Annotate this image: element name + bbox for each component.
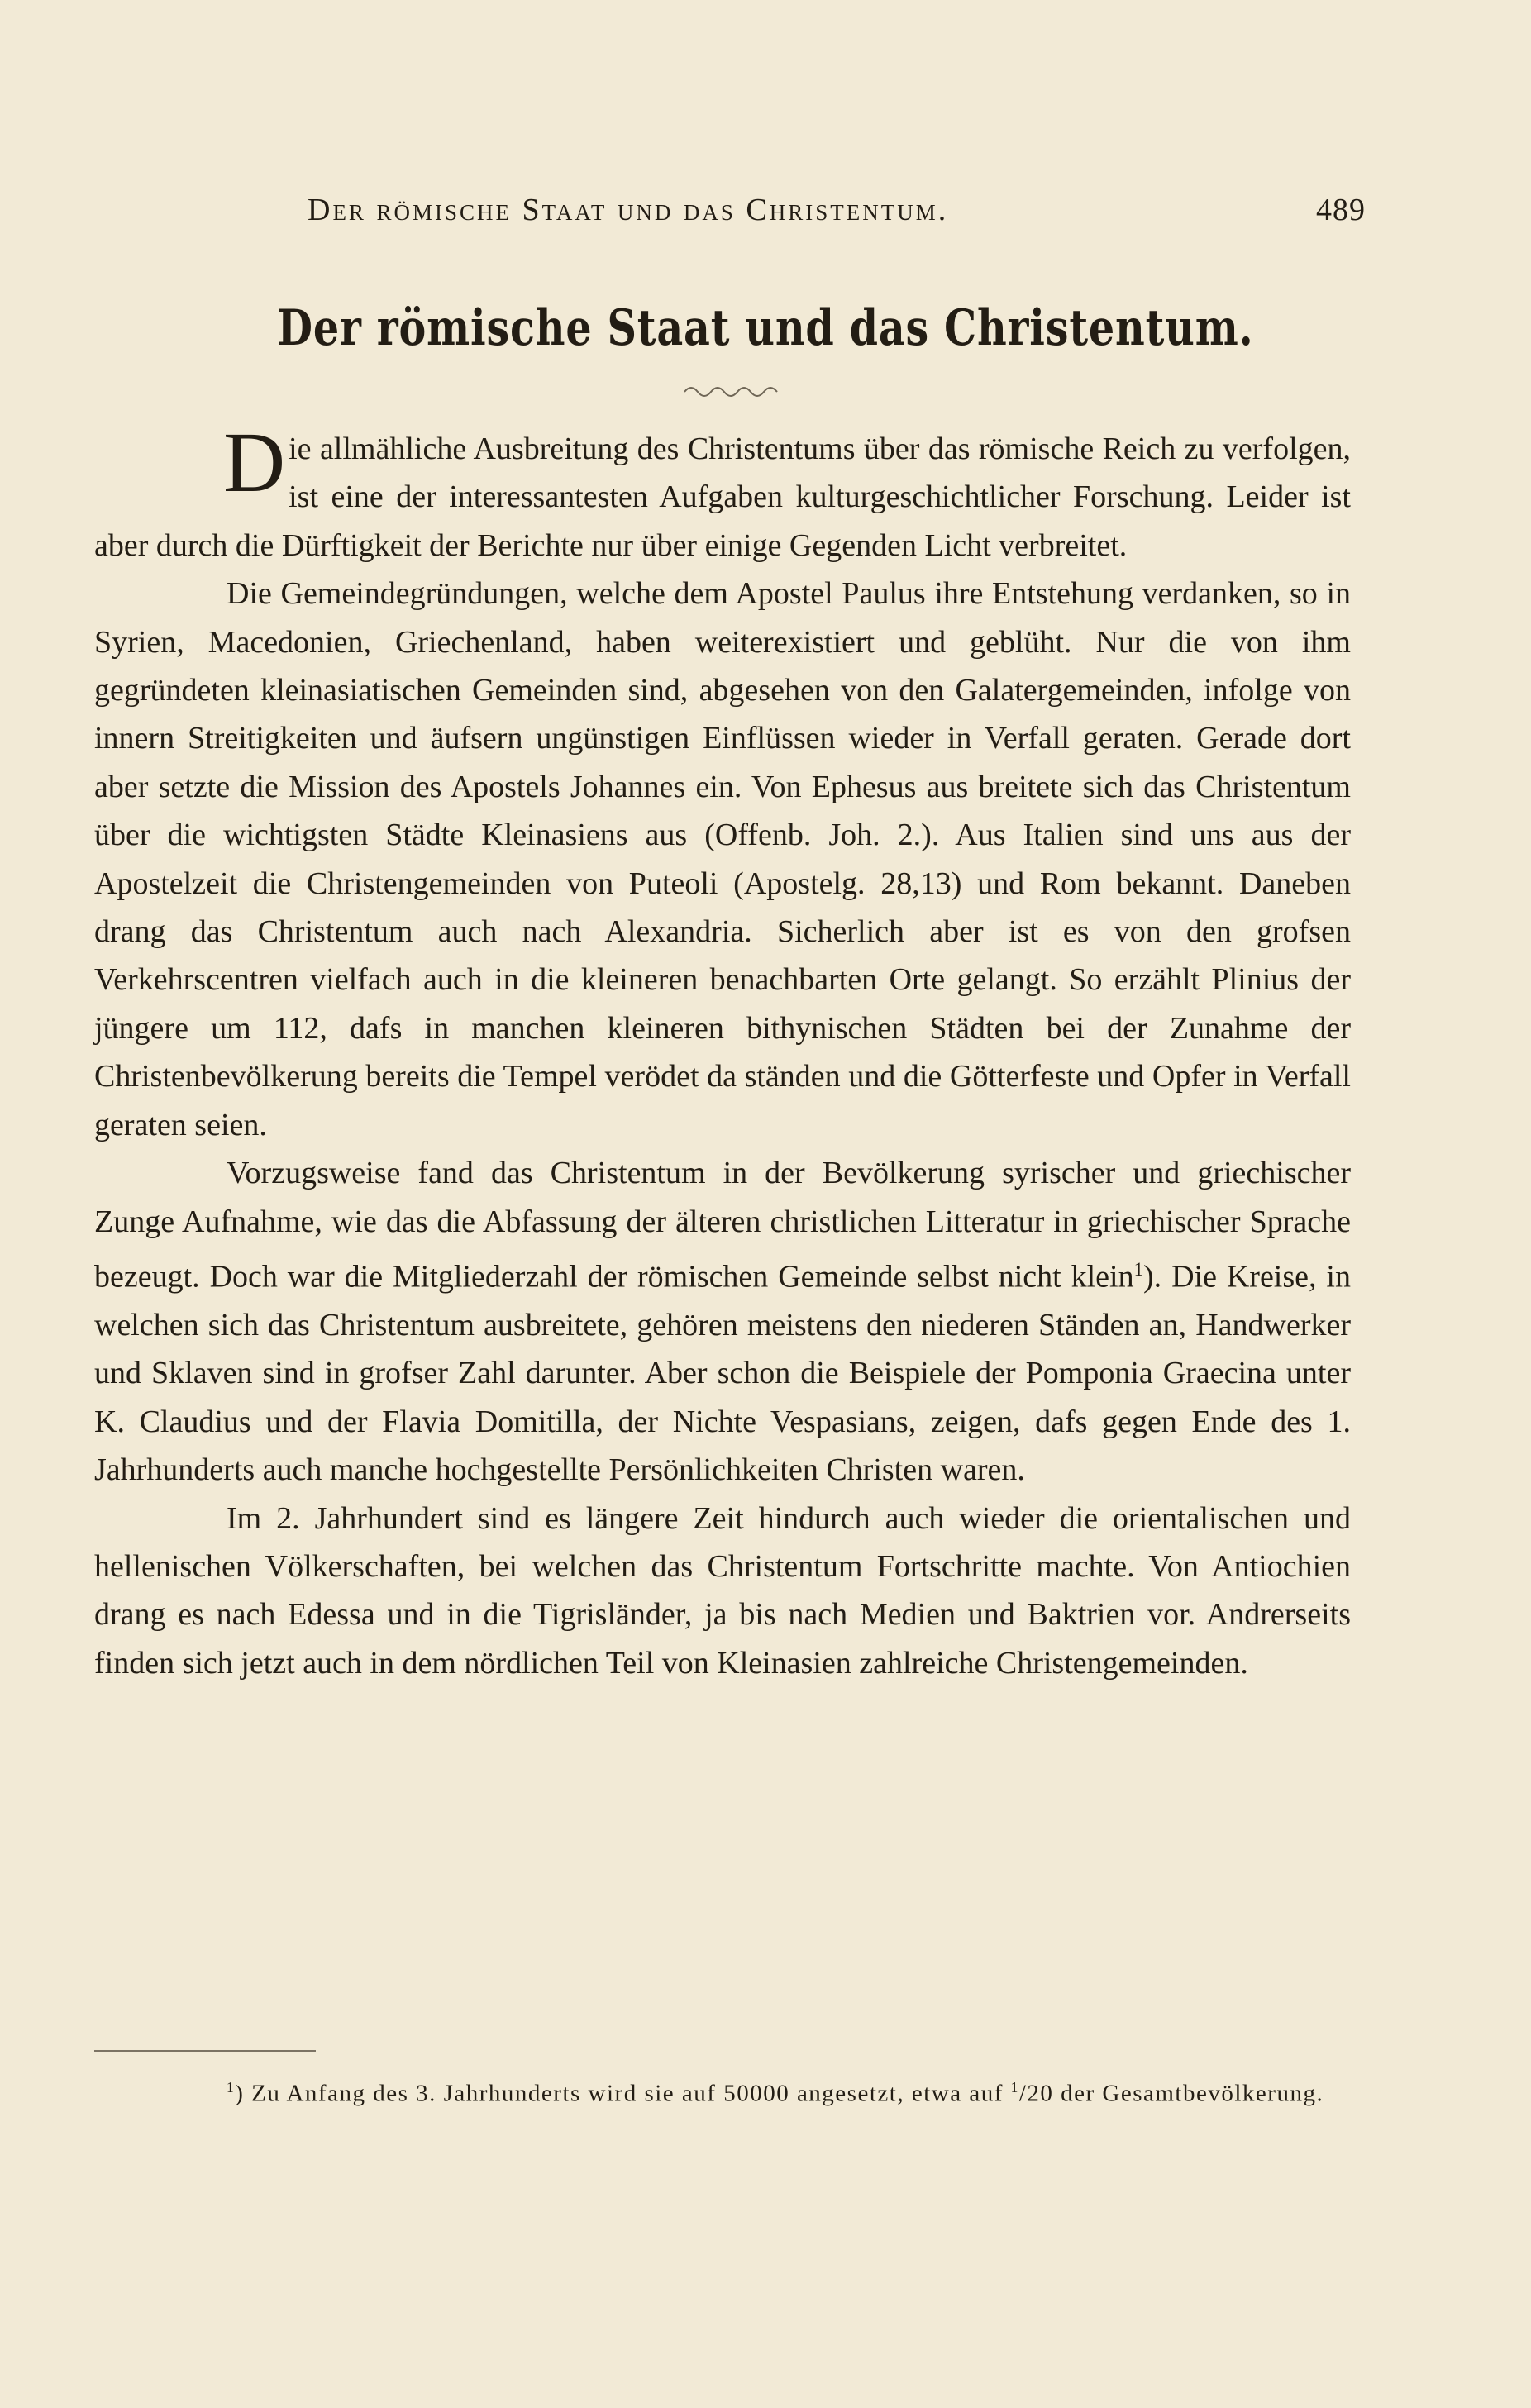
- running-head: [308, 192, 1366, 228]
- title-ornament: [683, 382, 782, 397]
- body-text: [94, 415, 1351, 1687]
- fraction-numerator: 1: [1010, 2079, 1019, 2096]
- footnote-text-b: der Gesamtbevölkerung.: [1053, 2080, 1324, 2107]
- footnote: [94, 2067, 1351, 2115]
- footnote-rule: [94, 2050, 316, 2052]
- page-number: 489: [1316, 193, 1366, 227]
- footnote-text-a: ) Zu Anfang des 3. Jahrhunderts wird sie auf 50000 angesetzt, etwa auf: [235, 2080, 1011, 2107]
- paragraph-2: Die Gemeindegründungen, welche dem Apostel Paulus ihre Entstehung verdanken, so in Syrien, Macedonien, Griechenland, haben weiterexistiert und geblüht. Nur die von ihm gegründeten kleinasiatischen Gemeinden sind, abgesehen von den Galatergemeinden, infolge von innern Streitigkeiten und äufsern ungünstigen Einflüssen wieder in Verfall geraten. Gerade dort aber setzte die Mission des Apostels Johannes ein. Von Ephesus aus breitete sich das Christentum über die wichtigsten Städte Kleinasiens aus (Offenb. Joh. 2.). Aus Italien sind uns aus der Apostelzeit die Christengemeinden von Puteoli (Apostelg. 28,13) und Rom bekannt. Daneben drang das Christentum auch nach Alexandria. Sicherlich aber ist es von den grofsen Verkehrscentren vielfach auch in die kleineren benachbarten Orte gelangt. So erzählt Plinius der jüngere um 112, dafs in manchen kleineren bithynischen Städten bei der Zunahme der Christenbevölkerung bereits die Tempel verödet da ständen und die Götterfeste und Opfer in Verfall geraten seien.: [94, 576, 1351, 1142]
- footnote-mark: 1: [227, 2079, 236, 2096]
- chapter-title: Der römische Staat und das Christentum.: [277, 299, 1254, 357]
- paragraph-4: Im 2. Jahrhundert sind es längere Zeit hindurch auch wieder die orientalischen und hellenischen Völkerschaften, bei welchen das Christentum Fortschritte machte. Von Antiochien drang es nach Edessa und in die Tigrisländer, ja bis nach Medien und Baktrien vor. Andrerseits finden sich jetzt auch in dem nördlichen Teil von Kleinasien zahlreiche Christengemeinden.: [94, 1500, 1351, 1681]
- paragraph-3-text-a: Vorzugsweise fand das Christentum in der Bevölkerung syrischer und griechischer Zunge Aufnahme, wie das die Abfassung der älteren christlichen Litteratur in griechischer Sprache bezeugt. Doch war die Mitgliederzahl der römischen Gemeinde selbst nicht klein: [94, 1156, 1351, 1295]
- running-title: Der römische Staat und das Christentum.: [308, 193, 949, 227]
- footnote-reference: 1: [1133, 1258, 1144, 1280]
- paragraph-3-text-b: ). Die Kreise, in welchen sich das Christentum ausbreitete, gehören meistens den niederen Ständen an, Handwerker und Sklaven sind in grofser Zahl darunter. Aber schon die Beispiele der Pomponia Graecina unter K. Claudius und der Flavia Domitilla, der Nichte Vespasians, zeigen, dafs gegen Ende des 1. Jahrhunderts auch manche hochgestellte Persönlichkeiten Christen waren.: [94, 1259, 1351, 1488]
- paragraph-3: [94, 1149, 1351, 1495]
- drop-cap: D: [223, 415, 286, 510]
- fraction-denominator: /20: [1018, 2080, 1054, 2107]
- paragraph-1: [94, 415, 1351, 570]
- paragraph-1-text: ie allmähliche Ausbreitung des Christentums über das römische Reich zu verfolgen, ist eine der interessantesten Aufgaben kulturgeschichtlicher Forschung. Leider ist aber durch die Dürftigkeit der Berichte nur über einige Gegenden Licht verbreitet.: [94, 432, 1351, 563]
